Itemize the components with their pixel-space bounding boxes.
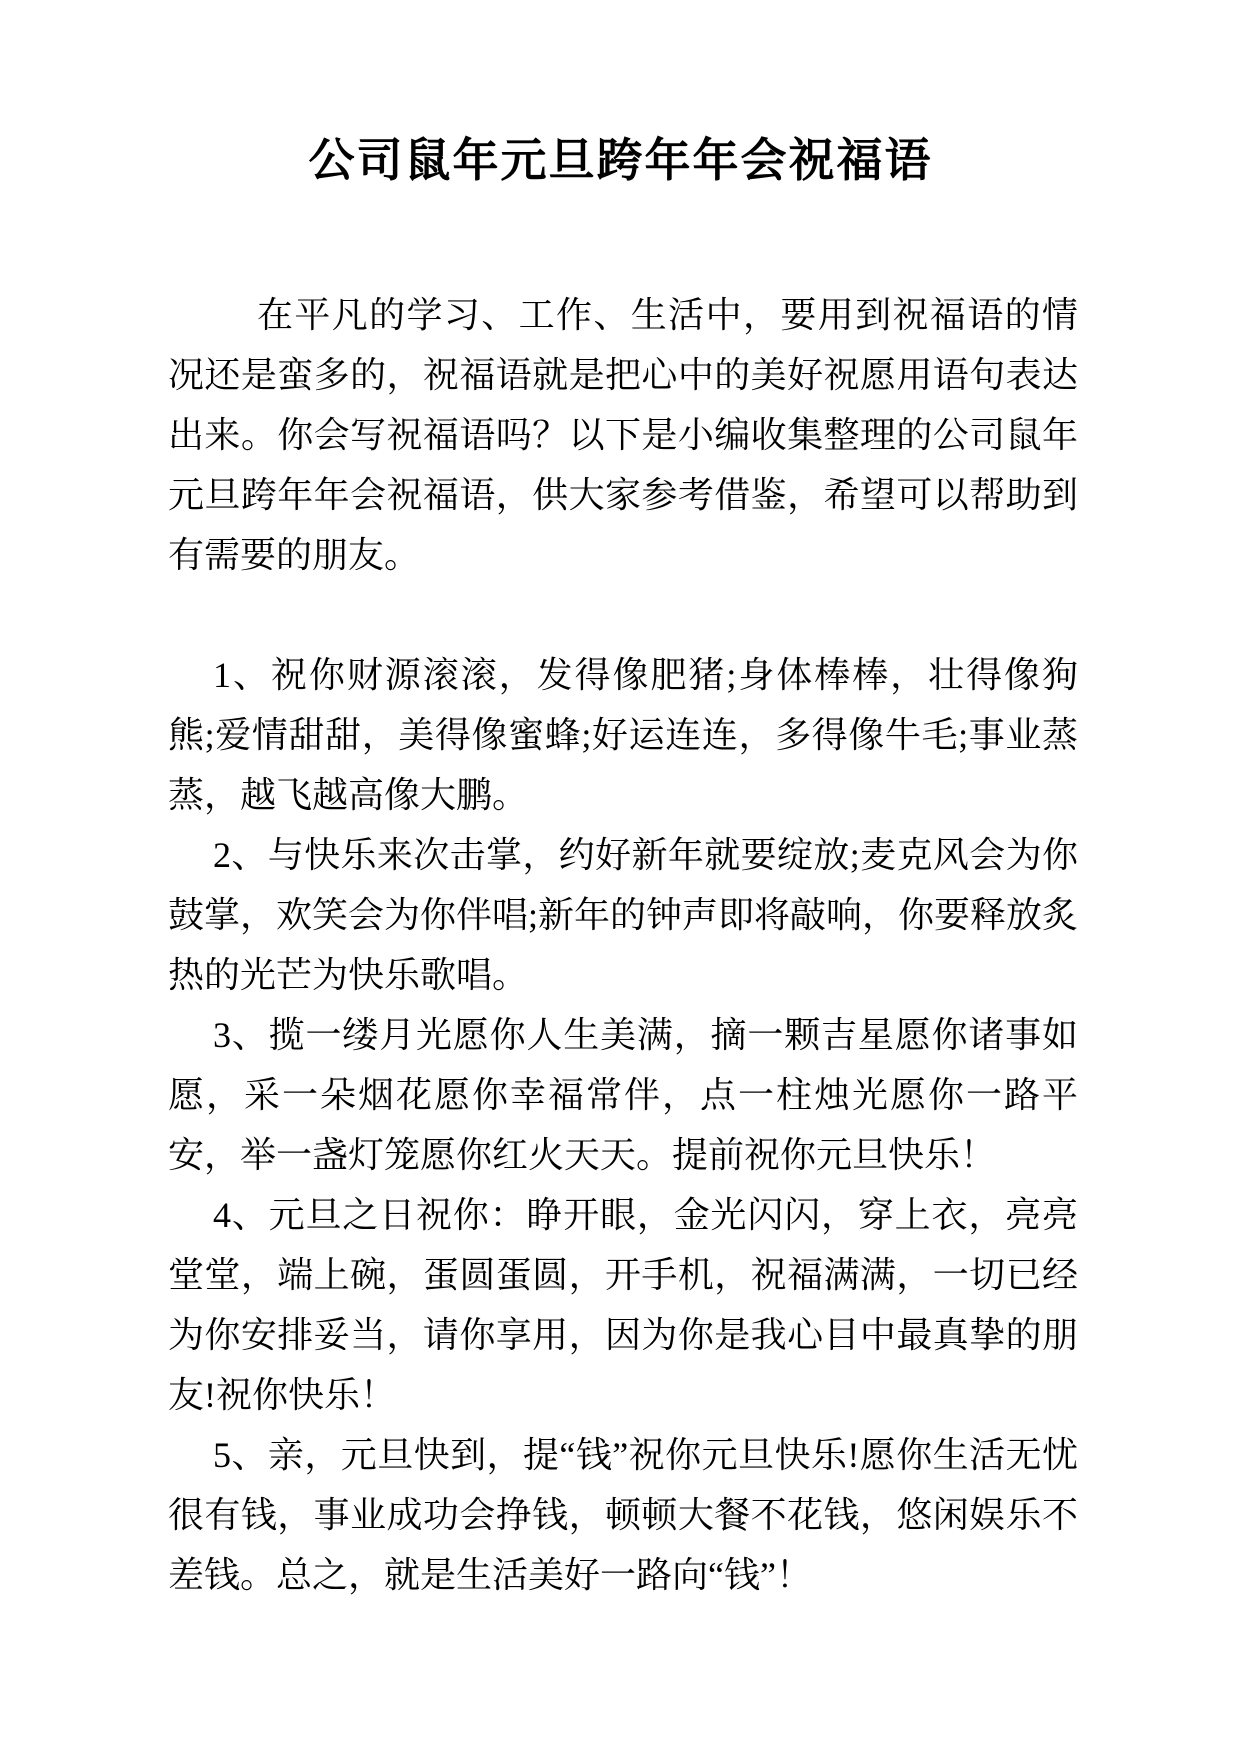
page-title: 公司鼠年元旦跨年年会祝福语 [308, 135, 933, 186]
document-body [168, 285, 1078, 1605]
blessing-item-2: 2、与快乐来次击掌，约好新年就要绽放;麦克风会为你鼓掌，欢笑会为你伴唱;新年的钟声即将敲响，你要释放炙热的光芒为快乐歌唱。 [168, 835, 1079, 995]
intro-paragraph: 在平凡的学习、工作、生活中，要用到祝福语的情况还是蛮多的，祝福语就是把心中的美好祝愿用语句表达出来。你会写祝福语吗？以下是小编收集整理的公司鼠年元旦跨年年会祝福语，供大家参考借鉴，希望可以帮助到有需要的朋友。 [168, 295, 1078, 575]
blessing-item-5: 5、亲，元旦快到，提“钱”祝你元旦快乐!愿你生活无忧很有钱，事业成功会挣钱，顿顿大餐不花钱，悠闲娱乐不差钱。总之，就是生活美好一路向“钱”！ [168, 1435, 1078, 1595]
blessing-item-1: 1、祝你财源滚滚，发得像肥猪;身体棒棒，壮得像狗熊;爱情甜甜，美得像蜜蜂;好运连连，多得像牛毛;事业蒸蒸，越飞越高像大鹏。 [168, 655, 1078, 815]
blessing-item-4: 4、元旦之日祝你：睁开眼，金光闪闪，穿上衣，亮亮堂堂，端上碗，蛋圆蛋圆，开手机，祝福满满，一切已经为你安排妥当，请你享用，因为你是我心目中最真挚的朋友!祝你快乐！ [168, 1195, 1078, 1415]
blessing-item-3: 3、揽一缕月光愿你人生美满，摘一颗吉星愿你诸事如愿，采一朵烟花愿你幸福常伴，点一柱烛光愿你一路平安，举一盏灯笼愿你红火天天。提前祝你元旦快乐！ [168, 1015, 1078, 1175]
